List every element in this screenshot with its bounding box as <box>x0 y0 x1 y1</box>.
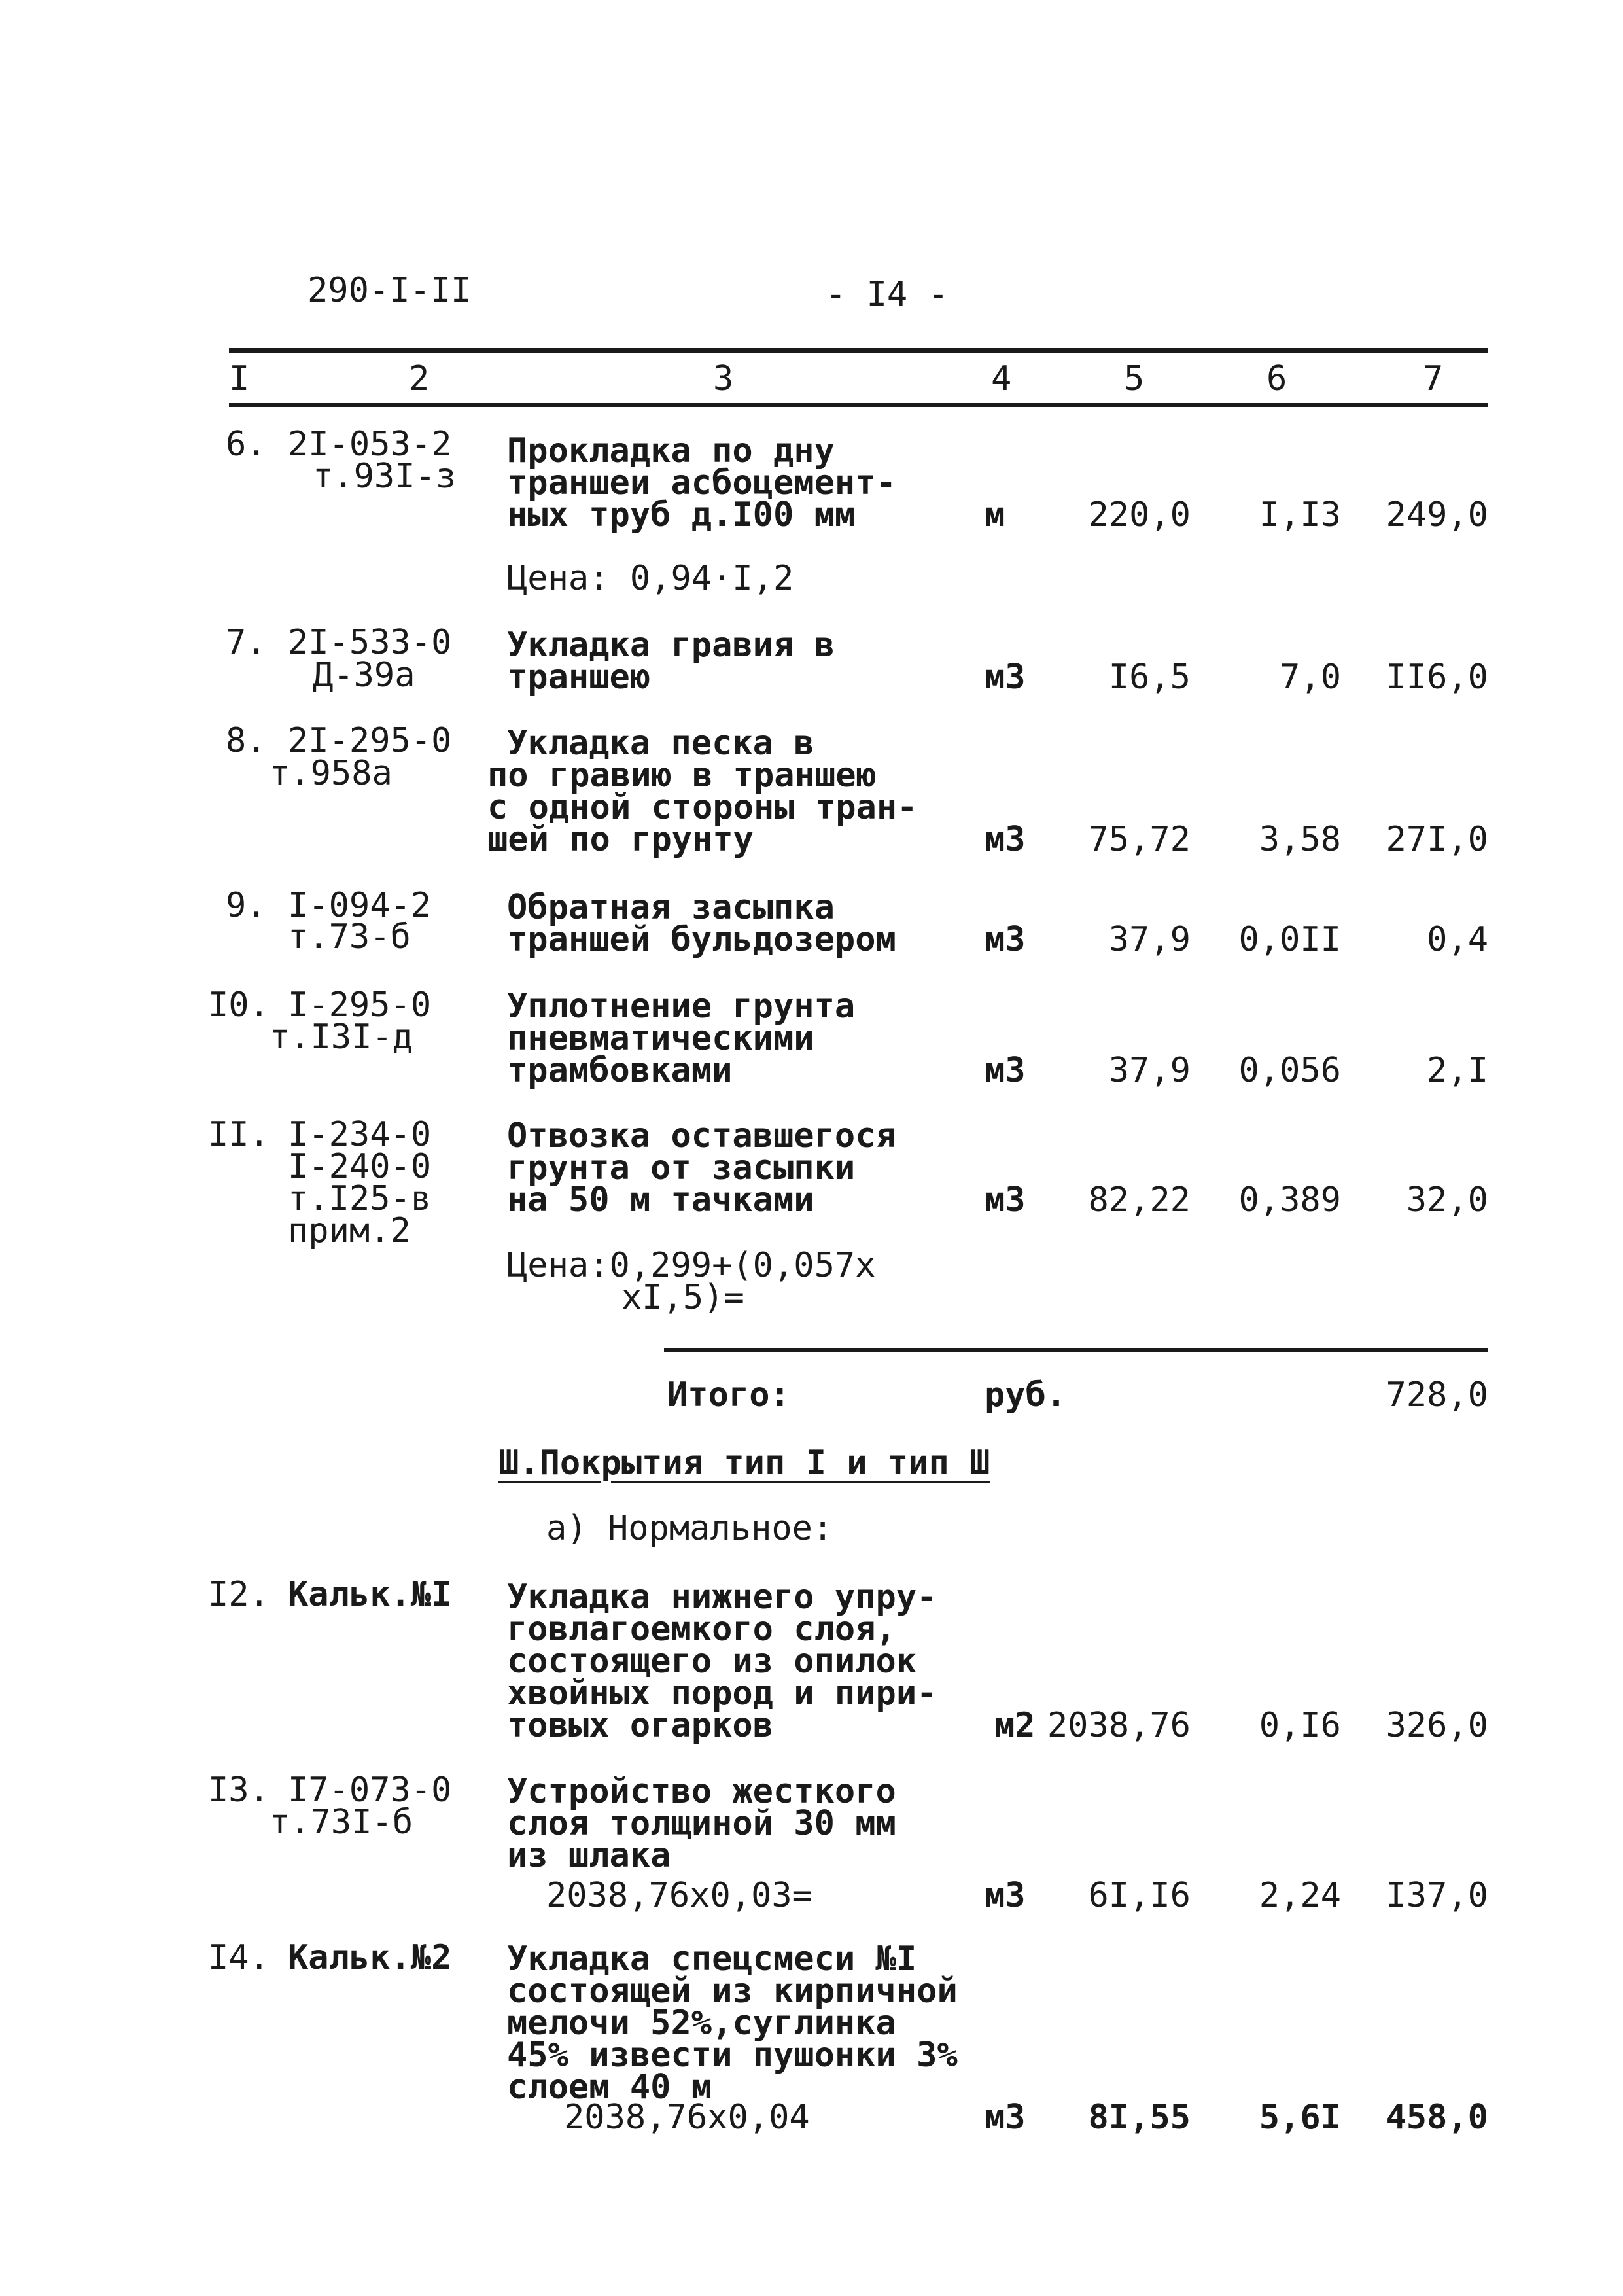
work-description-line: шей по грунту <box>487 820 754 859</box>
work-description-line: траншею <box>507 658 651 697</box>
column-header-1: I <box>229 359 250 398</box>
unit-price: 0,I6 <box>1259 1706 1341 1745</box>
row-number: 6. <box>226 425 267 464</box>
quantity: 8I,55 <box>1088 2098 1191 2137</box>
work-description-line: Прокладка по дну <box>507 431 835 470</box>
quantity-formula: 2038,76х0,04 <box>564 2098 810 2137</box>
document-code: 290-I-II <box>307 271 472 310</box>
norm-table-ref: Д-39а <box>313 656 415 695</box>
header-bottom-rule <box>229 403 1488 407</box>
price-note: Цена: 0,94·I,2 <box>507 559 794 598</box>
work-description-line: по гравию в траншею <box>487 756 877 795</box>
norm-table-ref: т.I3I-д <box>270 1017 413 1057</box>
unit: м2 <box>994 1706 1036 1745</box>
quantity: 37,9 <box>1108 920 1191 959</box>
norm-remark: прим.2 <box>288 1211 411 1250</box>
quantity: 2038,76 <box>1047 1706 1191 1745</box>
unit-price: 2,24 <box>1259 1876 1341 1915</box>
norm-table-ref: т.93I-з <box>313 457 457 496</box>
work-description-line: грунта от засыпки <box>507 1148 856 1188</box>
work-description-line: с одной стороны тран- <box>487 788 918 827</box>
section-title: Ш.Покрытия тип I и тип Ш <box>498 1443 990 1483</box>
norm-code: 2I-053-2 <box>288 425 452 464</box>
norm-table-ref: т.73I-б <box>270 1803 413 1842</box>
subtotal-label: Итого: <box>667 1375 790 1415</box>
section-subtitle: а) Нормальное: <box>546 1509 833 1548</box>
quantity: 75,72 <box>1088 820 1191 859</box>
norm-code: I-295-0 <box>288 985 432 1025</box>
row-number: 9. <box>226 886 267 925</box>
page-number: - I4 - <box>826 275 949 314</box>
work-description-line: слоем 40 м <box>507 2068 712 2107</box>
total-cost: 2,I <box>1427 1051 1488 1090</box>
norm-table-ref: т.958а <box>270 754 393 793</box>
subtotal-rule <box>664 1348 1488 1352</box>
unit-price: 0,0II <box>1238 920 1341 959</box>
row-number: I4. <box>208 1938 270 1977</box>
work-description-line: Устройство жесткого <box>507 1772 896 1811</box>
unit: м3 <box>985 2098 1026 2137</box>
column-header-6: 6 <box>1266 359 1287 398</box>
work-description-line: слоя толщиной 30 мм <box>507 1804 896 1843</box>
work-description-line: Обратная засыпка <box>507 888 835 927</box>
unit-price: 5,6I <box>1259 2098 1341 2137</box>
total-cost: 32,0 <box>1406 1180 1488 1220</box>
price-note: хI,5)= <box>621 1278 744 1317</box>
header-top-rule <box>229 348 1488 353</box>
unit: м3 <box>985 820 1026 859</box>
work-description-line: Уплотнение грунта <box>507 987 856 1026</box>
row-number: I3. <box>208 1771 270 1810</box>
total-cost: 0,4 <box>1427 920 1488 959</box>
work-description-line: Укладка песка в <box>507 724 814 763</box>
norm-code: I-240-0 <box>288 1147 432 1186</box>
quantity: 82,22 <box>1088 1180 1191 1220</box>
work-description-line: Укладка гравия в <box>507 626 835 665</box>
norm-table-ref: т.I25-в <box>288 1179 432 1218</box>
unit-price: 0,056 <box>1238 1051 1341 1090</box>
row-number: I0. <box>208 985 270 1025</box>
column-header-3: 3 <box>713 359 734 398</box>
total-cost: 326,0 <box>1386 1706 1488 1745</box>
row-number: I2. <box>208 1575 270 1614</box>
work-description-line: на 50 м тачками <box>507 1180 814 1220</box>
work-description-line: товых огарков <box>507 1706 773 1745</box>
total-cost: I37,0 <box>1386 1876 1488 1915</box>
work-description-line: состоящей из кирпичной <box>507 1971 958 2011</box>
column-header-4: 4 <box>991 359 1012 398</box>
calculation-ref: Кальк.№2 <box>288 1938 452 1977</box>
quantity: 37,9 <box>1108 1051 1191 1090</box>
work-description-line: Укладка спецсмеси №I <box>507 1939 917 1979</box>
work-description-line: траншей бульдозером <box>507 920 896 959</box>
norm-code: I7-073-0 <box>288 1771 452 1810</box>
unit-price: I,I3 <box>1259 495 1341 535</box>
work-description-line: Укладка нижнего упру- <box>507 1578 937 1617</box>
total-cost: II6,0 <box>1386 658 1488 697</box>
unit: м3 <box>985 1051 1026 1090</box>
work-description-line: говлагоемкого слоя, <box>507 1610 896 1649</box>
unit: м3 <box>985 1180 1026 1220</box>
quantity: 220,0 <box>1088 495 1191 535</box>
norm-code: I-094-2 <box>288 886 432 925</box>
row-number: II. <box>208 1115 270 1154</box>
work-description-line: мелочи 52%,суглинка <box>507 2004 896 2043</box>
column-header-2: 2 <box>409 359 430 398</box>
unit: м3 <box>985 658 1026 697</box>
norm-table-ref: т.73-б <box>288 917 411 957</box>
norm-code: I-234-0 <box>288 1115 432 1154</box>
work-description-line: Отвозка оставшегося <box>507 1116 896 1156</box>
work-description-line: 45% извести пушонки 3% <box>507 2036 958 2075</box>
total-cost: 27I,0 <box>1386 820 1488 859</box>
unit: м3 <box>985 920 1026 959</box>
work-description-line: состоящего из опилок <box>507 1642 917 1681</box>
column-header-5: 5 <box>1124 359 1145 398</box>
column-header-7: 7 <box>1423 359 1444 398</box>
unit: м <box>985 495 1005 535</box>
price-note: Цена:0,299+(0,057х <box>507 1246 876 1285</box>
unit: м3 <box>985 1876 1026 1915</box>
unit-price: 3,58 <box>1259 820 1341 859</box>
work-description-line: из шлака <box>507 1836 671 1875</box>
work-description-line: траншеи асбоцемент- <box>507 463 896 503</box>
unit-price: 0,389 <box>1238 1180 1341 1220</box>
work-description-line: хвойных пород и пири- <box>507 1674 937 1713</box>
total-cost: 249,0 <box>1386 495 1488 535</box>
unit-price: 7,0 <box>1280 658 1341 697</box>
norm-code: 2I-295-0 <box>288 721 452 760</box>
quantity: 6I,I6 <box>1088 1876 1191 1915</box>
quantity-formula: 2038,76х0,03= <box>546 1876 812 1915</box>
row-number: 7. <box>226 623 267 662</box>
subtotal-unit: руб. <box>985 1375 1067 1415</box>
norm-code: 2I-533-0 <box>288 623 452 662</box>
subtotal-value: 728,0 <box>1386 1375 1488 1415</box>
work-description-line: ных труб д.I00 мм <box>507 495 856 535</box>
total-cost: 458,0 <box>1386 2098 1488 2137</box>
calculation-ref: Кальк.№I <box>288 1575 452 1614</box>
quantity: I6,5 <box>1108 658 1191 697</box>
work-description-line: пневматическими <box>507 1019 814 1058</box>
row-number: 8. <box>226 721 267 760</box>
work-description-line: трамбовками <box>507 1051 733 1090</box>
